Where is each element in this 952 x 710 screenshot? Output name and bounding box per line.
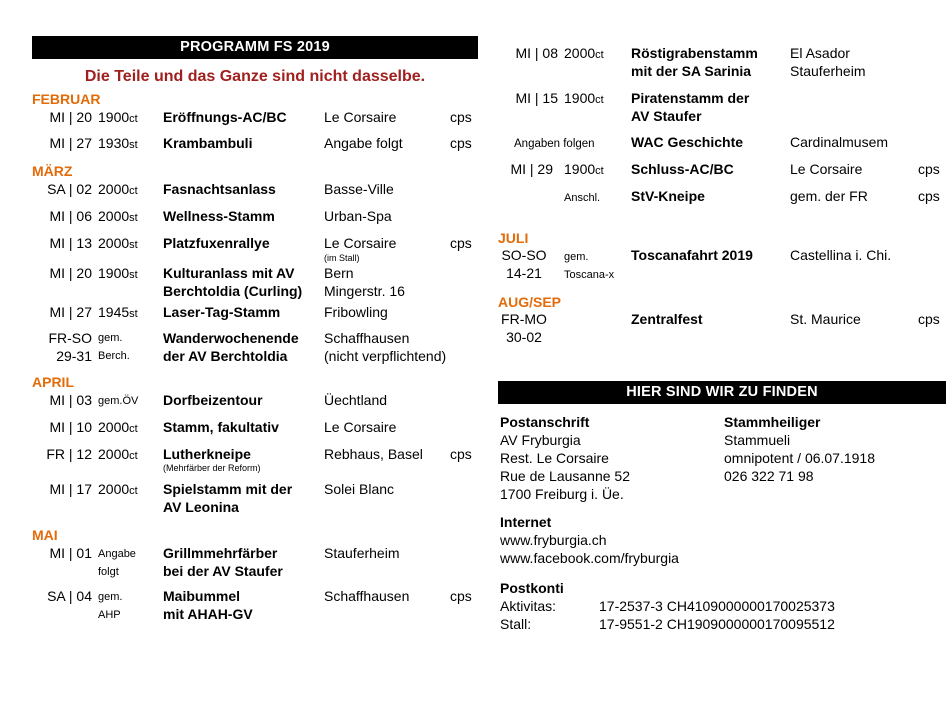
saint-heading: Stammheiliger xyxy=(724,414,821,430)
event-location: Basse-Ville xyxy=(324,181,394,197)
postal-address: Postanschrift AV Fryburgia Rest. Le Corsaire Rue de Lausanne 52 1700 Freiburg i. Üe. xyxy=(500,414,630,502)
find-us-bar xyxy=(498,381,946,404)
postkonti-heading: Postkonti xyxy=(500,580,564,596)
event-location: Castellina i. Chi. xyxy=(790,247,892,263)
event-time: 2000ct xyxy=(98,481,138,497)
program-title: PROGRAMM FS 2019 xyxy=(180,39,330,55)
event-cps: cps xyxy=(918,188,940,204)
event-location: gem. der FR xyxy=(790,188,868,204)
event-row xyxy=(32,586,478,626)
event-title: Toscanafahrt 2019 xyxy=(631,247,753,263)
event-title: Fasnachtsanlass xyxy=(163,181,276,197)
event-date: MI | 17 xyxy=(49,481,92,497)
event-time: 1930st xyxy=(98,135,138,151)
month-april: APRIL xyxy=(32,374,74,390)
event-date: SA | 04 xyxy=(47,588,92,604)
event-date: MI | 01 xyxy=(49,545,92,561)
event-location: Üechtland xyxy=(324,392,388,408)
event-date: MI | 13 xyxy=(49,235,92,251)
event-location: Urban-Spa xyxy=(324,208,392,224)
event-time: 2000ct xyxy=(98,419,138,435)
stammheiliger: Stammheiliger Stammueli omnipotent / 06.07.1918 026 322 71 98 xyxy=(724,414,876,484)
event-title: Piratenstamm der AV Staufer xyxy=(631,90,750,124)
event-row xyxy=(32,543,478,586)
event-row xyxy=(498,186,946,226)
event-location: Le Corsaire xyxy=(324,235,397,251)
program-left-column xyxy=(32,0,478,626)
event-location: Le Corsaire xyxy=(324,419,397,435)
event-time: 2000ct xyxy=(98,446,138,462)
month-march: MÄRZ xyxy=(32,163,73,179)
event-title: Krambambuli xyxy=(163,135,253,151)
event-time: 1900ct xyxy=(564,161,604,177)
event-row xyxy=(32,107,478,133)
event-time: 1945st xyxy=(98,304,138,320)
event-time: Anschl. xyxy=(564,192,601,204)
event-location: El Asador Stauferheim xyxy=(790,45,866,79)
event-note: (Mehrfärber der Reform) xyxy=(163,463,261,473)
event-row xyxy=(32,444,478,479)
postkonti-block: Postkonti Aktivitas: 17-2537-3 CH4109000000170025373 Stall: 17-9551-2 CH1909000000170095512 xyxy=(500,580,835,632)
event-row xyxy=(32,133,478,159)
event-location: Angabe folgt xyxy=(324,135,403,151)
event-location: Le Corsaire xyxy=(790,161,863,177)
event-date: MI | 06 xyxy=(49,208,92,224)
event-title: Platzfuxenrallye xyxy=(163,235,270,251)
event-location: Rebhaus, Basel xyxy=(324,446,423,462)
event-date: MI | 27 xyxy=(49,304,92,320)
event-row xyxy=(498,246,946,290)
event-title: Wellness-Stamm xyxy=(163,208,275,224)
event-title: Wanderwochenende der AV Berchtoldia xyxy=(163,330,299,364)
event-title: StV-Kneipe xyxy=(631,188,705,204)
event-row xyxy=(32,206,478,233)
event-title: Kulturanlass mit AV Berchtoldia (Curling) xyxy=(163,265,303,299)
event-row xyxy=(32,328,478,370)
event-cps: cps xyxy=(450,109,472,125)
event-date: MI | 29 xyxy=(510,161,553,177)
month-february: FEBRUAR xyxy=(32,91,101,107)
event-time: 1900st xyxy=(98,265,138,281)
event-title: Grillmmehrfärber bei der AV Staufer xyxy=(163,545,283,579)
event-time: 2000st xyxy=(98,235,138,251)
event-title: Stamm, fakultativ xyxy=(163,419,279,435)
event-time: gem. Berch. xyxy=(98,332,130,362)
event-date: Angaben folgen xyxy=(514,138,595,150)
event-title: Eröffnungs-AC/BC xyxy=(163,109,287,125)
event-row xyxy=(32,417,478,444)
event-row xyxy=(498,132,946,159)
event-time: 2000st xyxy=(98,208,138,224)
event-cps: cps xyxy=(450,135,472,151)
facebook-link[interactable]: www.facebook.com/fryburgia xyxy=(500,550,679,566)
event-row xyxy=(498,159,946,186)
program-title-bar xyxy=(32,36,478,59)
event-date: MI | 27 xyxy=(49,135,92,151)
event-time: Angabe folgt xyxy=(98,548,136,578)
event-time: gem. AHP xyxy=(98,591,123,621)
event-cps: cps xyxy=(450,235,472,251)
event-date: FR-MO 30-02 xyxy=(501,311,547,345)
internet-heading: Internet xyxy=(500,514,552,530)
month-july: JULI xyxy=(498,230,529,246)
event-date: MI | 20 xyxy=(49,109,92,125)
event-row xyxy=(498,88,946,132)
event-title: Spielstamm mit der AV Leonina xyxy=(163,481,293,515)
event-title: Röstigrabenstamm mit der SA Sarinia xyxy=(631,45,758,79)
event-cps: cps xyxy=(450,446,472,462)
event-title: WAC Geschichte xyxy=(631,134,744,150)
event-time: gem.ÖV xyxy=(98,395,139,407)
event-date: MI | 15 xyxy=(515,90,558,106)
event-location: Fribowling xyxy=(324,304,388,320)
website-link[interactable]: www.fryburgia.ch xyxy=(500,532,607,548)
event-location: Schaffhausen (nicht verpflichtend) xyxy=(324,330,447,364)
event-row xyxy=(32,179,478,206)
event-location: Cardinalmusem xyxy=(790,134,889,150)
event-location: Schaffhausen xyxy=(324,588,410,604)
event-cps: cps xyxy=(918,161,940,177)
event-row xyxy=(32,302,478,328)
event-date: MI | 03 xyxy=(49,392,92,408)
location-note: (im Stall) xyxy=(324,253,360,263)
event-title: Dorfbeizentour xyxy=(163,392,263,408)
event-location: Bern Mingerstr. 16 xyxy=(324,265,405,299)
month-aug-sep: AUG/SEP xyxy=(498,294,562,310)
event-date: FR-SO 29-31 xyxy=(48,330,92,364)
event-title: Schluss-AC/BC xyxy=(631,161,734,177)
event-row xyxy=(32,479,478,523)
address-block xyxy=(498,413,946,509)
event-cps: cps xyxy=(918,311,940,327)
event-title: Zentralfest xyxy=(631,311,703,327)
event-time: gem. Toscana-x xyxy=(564,251,615,281)
motto: Die Teile und das Ganze sind nicht dasselbe. xyxy=(84,68,426,85)
event-row xyxy=(498,43,946,88)
event-location: St. Maurice xyxy=(790,311,861,327)
event-time: 1900ct xyxy=(564,90,604,106)
event-row xyxy=(32,390,478,417)
postal-heading: Postanschrift xyxy=(500,414,590,430)
event-row xyxy=(32,233,478,261)
event-location: Le Corsaire xyxy=(324,109,397,125)
program-right-column xyxy=(498,0,946,639)
event-date: FR | 12 xyxy=(46,446,92,462)
event-row xyxy=(498,310,946,378)
event-date: SO-SO 14-21 xyxy=(501,247,547,281)
event-title: Laser-Tag-Stamm xyxy=(163,304,281,320)
internet-block xyxy=(500,513,946,567)
event-date: MI | 20 xyxy=(49,265,92,281)
event-cps: cps xyxy=(450,588,472,604)
event-title: Maibummel mit AHAH-GV xyxy=(163,588,253,622)
event-title: Lutherkneipe (Mehrfärber der Reform) xyxy=(163,446,261,473)
event-time: 1900ct xyxy=(98,109,138,125)
event-time: 2000ct xyxy=(98,181,138,197)
event-time: 2000ct xyxy=(564,45,604,61)
event-location: Solei Blanc xyxy=(324,481,395,497)
event-date: MI | 08 xyxy=(515,45,558,61)
event-date: MI | 10 xyxy=(49,419,92,435)
find-us-title: HIER SIND WIR ZU FINDEN xyxy=(626,384,818,400)
month-may: MAI xyxy=(32,527,58,543)
event-location: Stauferheim xyxy=(324,545,400,561)
event-row xyxy=(32,261,478,302)
event-date: SA | 02 xyxy=(47,181,92,197)
